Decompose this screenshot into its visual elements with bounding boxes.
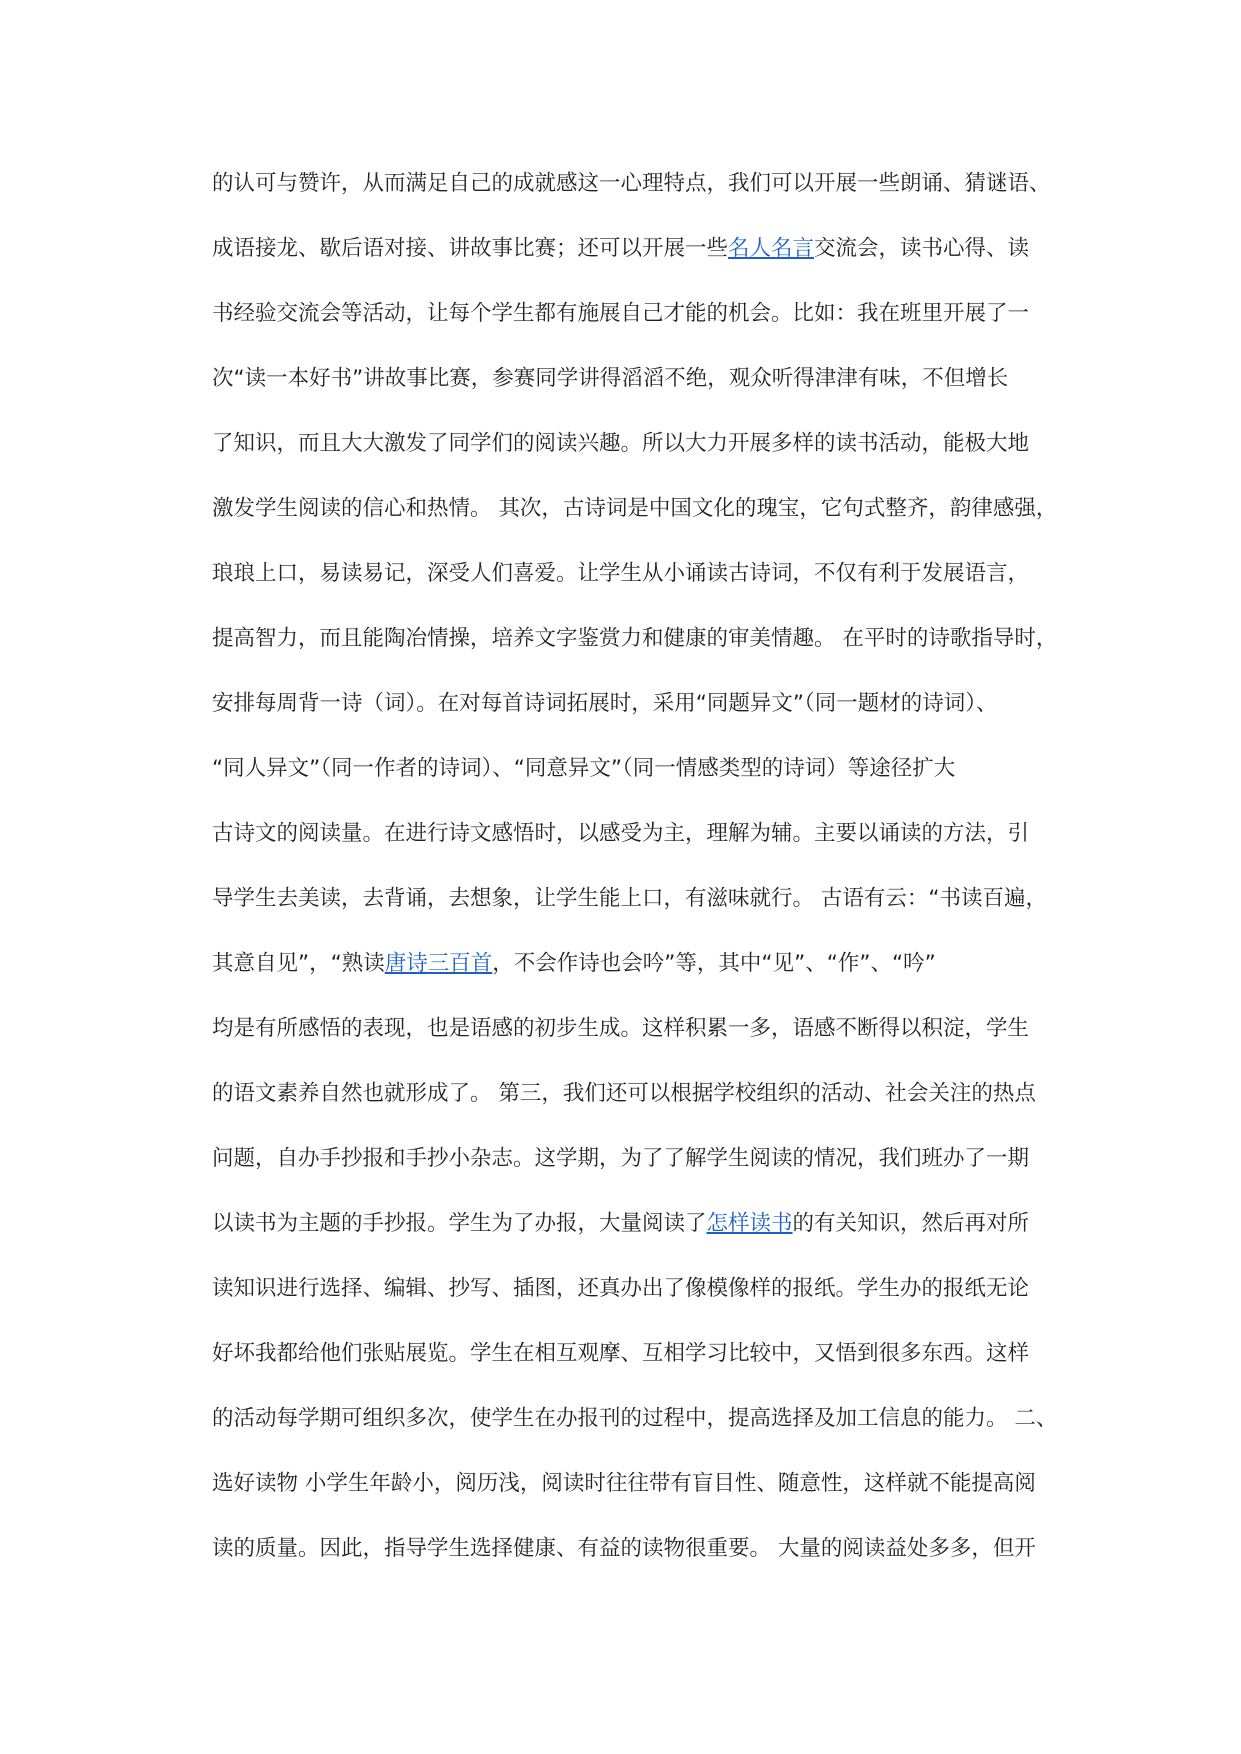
- text-segment: 安排每周背一诗（词）。在对每首诗词拓展时，采用“同题异文”（同一题材的诗词）、: [212, 691, 998, 716]
- inline-link[interactable]: 唐诗三百首: [384, 951, 493, 976]
- text-segment: 的有关知识，然后再对所: [792, 1211, 1030, 1236]
- inline-link[interactable]: 名人名言: [728, 236, 815, 261]
- text-line: [212, 160, 1092, 225]
- text-line: [212, 550, 1092, 615]
- text-segment: 读的质量。因此，指导学生选择健康、有益的读物很重要。 大量的阅读益处多多，但开: [212, 1536, 1036, 1561]
- text-line: [212, 940, 1092, 1005]
- text-segment: ，不会作诗也会吟”等，其中“见”、“作”、“吟”: [492, 951, 936, 976]
- text-line: [212, 745, 1092, 810]
- text-segment: 均是有所感悟的表现，也是语感的初步生成。这样积累一多，语感不断得以积淀，学生: [212, 1016, 1030, 1041]
- text-line: [212, 485, 1092, 550]
- text-line: [212, 1460, 1092, 1525]
- text-line: [212, 355, 1092, 420]
- text-segment: 选好读物 小学生年龄小，阅历浅，阅读时往往带有盲目性、随意性，这样就不能提高阅: [212, 1471, 1036, 1496]
- text-line: [212, 1200, 1092, 1265]
- text-line: [212, 1395, 1092, 1460]
- text-segment: 古诗文的阅读量。在进行诗文感悟时，以感受为主，理解为辅。主要以诵读的方法，引: [212, 821, 1030, 846]
- inline-link[interactable]: 怎样读书: [706, 1211, 793, 1236]
- text-line: [212, 225, 1092, 290]
- text-segment: 导学生去美读，去背诵，去想象，让学生能上口，有滋味就行。 古语有云：“书读百遍，: [212, 886, 1047, 911]
- text-segment: 激发学生阅读的信心和热情。 其次，古诗词是中国文化的瑰宝，它句式整齐，韵律感强，: [212, 496, 1058, 521]
- text-segment: 的语文素养自然也就形成了。 第三，我们还可以根据学校组织的活动、社会关注的热点: [212, 1081, 1036, 1106]
- text-line: [212, 615, 1092, 680]
- text-segment: 提高智力，而且能陶冶情操，培养文字鉴赏力和健康的审美情趣。 在平时的诗歌指导时，: [212, 626, 1058, 651]
- text-segment: 了知识，而且大大激发了同学们的阅读兴趣。所以大力开展多样的读书活动，能极大地: [212, 431, 1030, 456]
- text-line: [212, 290, 1092, 355]
- body-text: [212, 160, 1092, 1590]
- text-segment: 交流会，读书心得、读: [814, 236, 1030, 261]
- text-line: [212, 810, 1092, 875]
- text-segment: 问题，自办手抄报和手抄小杂志。这学期，为了了解学生阅读的情况，我们班办了一期: [212, 1146, 1030, 1171]
- text-line: [212, 1070, 1092, 1135]
- text-line: [212, 1330, 1092, 1395]
- text-line: [212, 1135, 1092, 1200]
- text-segment: 其意自见”，“熟读: [212, 951, 385, 976]
- text-segment: 读知识进行选择、编辑、抄写、插图，还真办出了像模像样的报纸。学生办的报纸无论: [212, 1276, 1030, 1301]
- text-segment: 次“读一本好书”讲故事比赛，参赛同学讲得滔滔不绝，观众听得津津有味，不但增长: [212, 366, 1009, 391]
- text-segment: 以读书为主题的手抄报。学生为了办报，大量阅读了: [212, 1211, 707, 1236]
- text-line: [212, 875, 1092, 940]
- text-line: [212, 1265, 1092, 1330]
- text-line: [212, 420, 1092, 485]
- text-segment: 的活动每学期可组织多次，使学生在办报刊的过程中，提高选择及加工信息的能力。 二、: [212, 1406, 1058, 1431]
- text-segment: “同人异文”（同一作者的诗词）、“同意异文”（同一情感类型的诗词）等途径扩大: [212, 756, 956, 781]
- text-line: [212, 1525, 1092, 1590]
- text-segment: 琅琅上口，易读易记，深受人们喜爱。让学生从小诵读古诗词，不仅有利于发展语言，: [212, 561, 1030, 586]
- text-segment: 书经验交流会等活动，让每个学生都有施展自己才能的机会。比如：我在班里开展了一: [212, 301, 1030, 326]
- text-line: [212, 1005, 1092, 1070]
- text-line: [212, 680, 1092, 745]
- text-segment: 的认可与赞许，从而满足自己的成就感这一心理特点，我们可以开展一些朗诵、猜谜语、: [212, 171, 1051, 196]
- text-segment: 成语接龙、歇后语对接、讲故事比赛；还可以开展一些: [212, 236, 729, 261]
- text-segment: 好坏我都给他们张贴展览。学生在相互观摩、互相学习比较中，又悟到很多东西。这样: [212, 1341, 1030, 1366]
